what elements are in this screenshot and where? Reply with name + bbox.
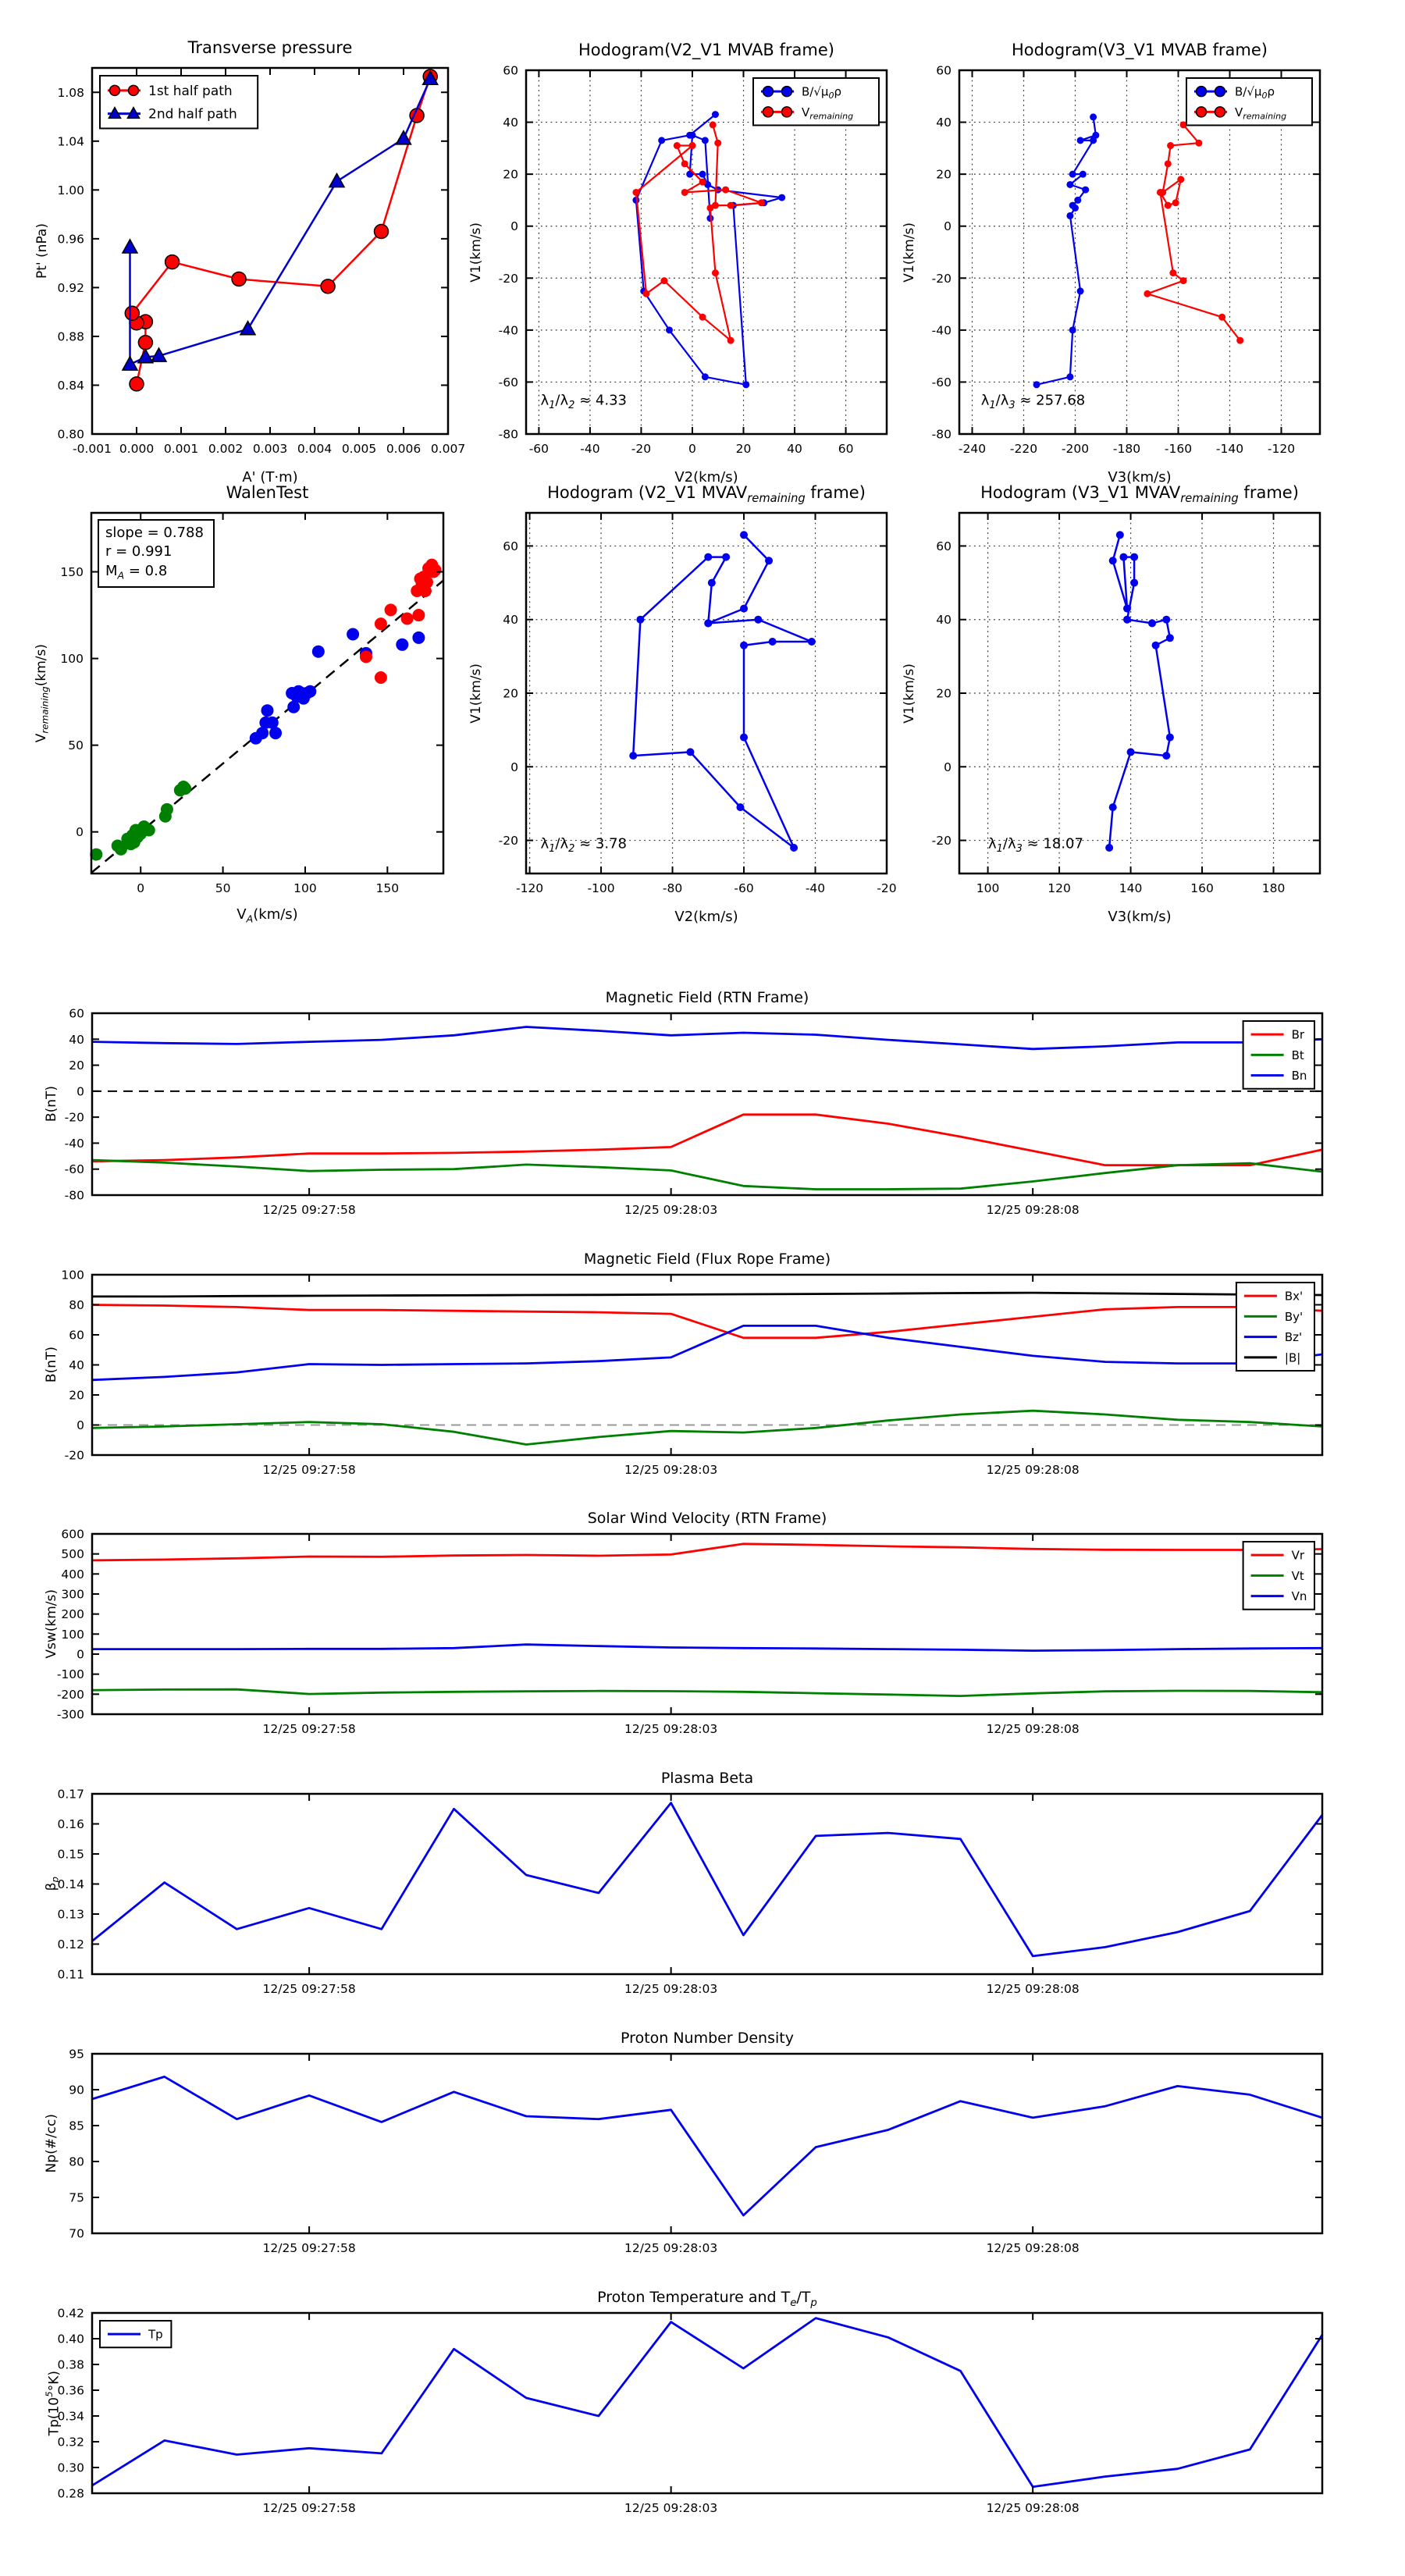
y-axis-label: B(nT) — [44, 1086, 59, 1123]
svg-text:60: 60 — [503, 63, 518, 78]
svg-text:200: 200 — [61, 1607, 84, 1622]
svg-text:0.12: 0.12 — [57, 1937, 84, 1952]
plot-canvas — [69, 2047, 1322, 2255]
svg-text:-140: -140 — [1215, 442, 1244, 456]
svg-text:0.36: 0.36 — [57, 2383, 84, 2398]
svg-text:50: 50 — [68, 738, 84, 753]
svg-text:150: 150 — [60, 565, 84, 580]
y-axis-label: V1(km/s) — [468, 222, 484, 283]
y-axis-label: Pt' (nPa) — [34, 223, 50, 279]
x-axis-label: V2(km/s) — [674, 909, 738, 925]
svg-text:-40: -40 — [498, 323, 518, 338]
svg-text:40: 40 — [69, 1358, 84, 1372]
svg-text:B/√μ0​ρ: $B/√\mu_0\rho$ — [1235, 84, 1275, 101]
svg-text:0.42: 0.42 — [57, 2306, 84, 2321]
panel-magnetic-field-rtn — [44, 989, 1322, 1217]
svg-text:0.000: 0.000 — [119, 442, 155, 456]
svg-text:0.84: 0.84 — [57, 378, 84, 393]
svg-text:-180: -180 — [1112, 442, 1141, 456]
svg-text:12/25 09:28:03: 12/25 09:28:03 — [624, 2241, 718, 2255]
svg-text:0: 0 — [944, 219, 951, 234]
svg-text:120: 120 — [1048, 881, 1071, 895]
svg-text:0: 0 — [510, 219, 518, 234]
y-axis-label: Vsw(km/s) — [44, 1589, 59, 1659]
svg-text:0.40: 0.40 — [57, 2332, 84, 2347]
panel-title: Proton Temperature and $T_e/T_p$ — [597, 2289, 817, 2309]
svg-text:100: 100 — [976, 881, 1000, 895]
svg-text:0: 0 — [76, 1647, 84, 1662]
svg-text:-120: -120 — [1267, 442, 1296, 456]
svg-text:0.13: 0.13 — [57, 1907, 84, 1922]
svg-text:95: 95 — [69, 2047, 84, 2062]
svg-text:-100: -100 — [587, 881, 615, 895]
svg-text:20: 20 — [69, 1388, 84, 1403]
panel-magnetic-field-fluxrope — [44, 1251, 1322, 1477]
y-axis-label: V1(km/s) — [902, 663, 917, 724]
svg-text:0.002: 0.002 — [208, 442, 244, 456]
svg-text:-60: -60 — [64, 1162, 84, 1177]
svg-text:-60: -60 — [931, 375, 951, 390]
svg-text:140: 140 — [1119, 881, 1143, 895]
y-axis-label: B(nT) — [44, 1347, 59, 1383]
svg-text:0.14: 0.14 — [57, 1877, 84, 1891]
svg-text:-20: -20 — [631, 442, 652, 456]
x-axis-label: V2(km/s) — [674, 469, 738, 486]
svg-text:Bx': Bx' — [1284, 1289, 1304, 1304]
svg-text:-200: -200 — [56, 1687, 84, 1702]
svg-text:0.006: 0.006 — [386, 442, 422, 456]
svg-text:40: 40 — [503, 613, 518, 628]
svg-text:100: 100 — [61, 1268, 84, 1283]
svg-text:Vremaining​: $V_{remaining}$ — [802, 105, 854, 122]
plot-canvas — [57, 68, 466, 456]
svg-text:-220: -220 — [1009, 442, 1038, 456]
svg-text:λ1​/λ3​ ≈ 18.07: $\lambda_1/\lambda_3 \approx 18.07$ — [987, 835, 1083, 855]
walen-slope: slope = 0.788 — [105, 525, 204, 541]
svg-text:-200: -200 — [1061, 442, 1090, 456]
y-axis-label: V1(km/s) — [468, 663, 484, 724]
svg-text:180: 180 — [1261, 881, 1286, 895]
svg-text:Vremaining​: $V_{remaining}$ — [1235, 105, 1287, 122]
y-axis-label: Np(#/cc) — [44, 2114, 59, 2173]
legend — [1236, 1283, 1314, 1371]
panel-hodogram-v3v1-mvav — [902, 483, 1320, 925]
y-axis-label: V1(km/s) — [902, 222, 917, 283]
svg-text:50: 50 — [215, 881, 231, 895]
svg-text:12/25 09:28:03: 12/25 09:28:03 — [624, 1982, 718, 1996]
svg-text:0.30: 0.30 — [57, 2460, 84, 2475]
panel-title: Solar Wind Velocity (RTN Frame) — [587, 1510, 827, 1527]
panel-title: Hodogram (V3_V1 $MVAV_{remaining}$ frame) — [980, 483, 1299, 506]
svg-text:-240: -240 — [958, 442, 987, 456]
svg-text:1.00: 1.00 — [57, 183, 84, 197]
x-axis-label: V3(km/s) — [1108, 469, 1172, 486]
svg-text:0.88: 0.88 — [57, 329, 84, 344]
svg-text:-160: -160 — [1164, 442, 1193, 456]
svg-text:0.004: 0.004 — [297, 442, 333, 456]
svg-text:Vn: Vn — [1291, 1589, 1307, 1604]
svg-text:12/25 09:27:58: 12/25 09:27:58 — [262, 1722, 356, 1736]
svg-text:0.38: 0.38 — [57, 2357, 84, 2372]
svg-text:40: 40 — [69, 1032, 84, 1047]
legend — [1243, 1542, 1314, 1610]
legend — [100, 76, 258, 129]
svg-text:Br: Br — [1291, 1027, 1305, 1042]
svg-text:0.007: 0.007 — [430, 442, 466, 456]
svg-text:0: 0 — [944, 760, 951, 774]
svg-text:-100: -100 — [56, 1667, 84, 1682]
svg-text:12/25 09:27:58: 12/25 09:27:58 — [262, 1982, 356, 1996]
svg-text:12/25 09:28:08: 12/25 09:28:08 — [986, 1982, 1080, 1996]
svg-text:0: 0 — [688, 442, 696, 456]
svg-text:12/25 09:28:08: 12/25 09:28:08 — [986, 1203, 1080, 1217]
svg-text:40: 40 — [936, 613, 951, 628]
svg-text:-120: -120 — [515, 881, 544, 895]
svg-text:-20: -20 — [931, 834, 951, 849]
svg-text:Vt: Vt — [1291, 1568, 1304, 1583]
svg-text:12/25 09:28:03: 12/25 09:28:03 — [624, 1722, 718, 1736]
svg-text:75: 75 — [69, 2190, 84, 2205]
svg-text:0.11: 0.11 — [57, 1967, 84, 1982]
svg-text:100: 100 — [293, 881, 317, 895]
svg-text:1.04: 1.04 — [57, 134, 84, 149]
svg-text:600: 600 — [61, 1527, 84, 1542]
svg-text:40: 40 — [936, 116, 951, 130]
svg-text:0.80: 0.80 — [57, 427, 84, 442]
svg-text:0: 0 — [76, 1084, 84, 1099]
svg-text:20: 20 — [936, 686, 951, 701]
legend — [1186, 78, 1312, 126]
svg-text:-300: -300 — [56, 1707, 84, 1722]
svg-text:-80: -80 — [931, 427, 951, 442]
panel-hodogram-v2v1-mvav — [468, 483, 897, 925]
svg-text:Bt: Bt — [1291, 1048, 1304, 1062]
svg-text:60: 60 — [69, 1328, 84, 1343]
svg-text:λ1​/λ3​ ≈ 257.68: $\lambda_1/\lambda_3 \approx 257.68$ — [980, 392, 1086, 412]
legend — [753, 78, 879, 126]
svg-text:-80: -80 — [662, 881, 683, 895]
svg-text:|B|: |B| — [1284, 1350, 1301, 1365]
svg-text:12/25 09:28:08: 12/25 09:28:08 — [986, 2241, 1080, 2255]
svg-text:1st half path: 1st half path — [148, 83, 233, 99]
svg-text:1.08: 1.08 — [57, 85, 84, 100]
svg-text:12/25 09:28:08: 12/25 09:28:08 — [986, 1722, 1080, 1736]
svg-text:20: 20 — [936, 167, 951, 182]
svg-text:0: 0 — [76, 1418, 84, 1432]
svg-text:-20: -20 — [64, 1448, 84, 1463]
svg-text:-20: -20 — [498, 271, 518, 286]
y-axis-label: $V_{remaining}(km/s)$ — [34, 643, 51, 743]
svg-text:Vr: Vr — [1291, 1548, 1305, 1563]
svg-text:40: 40 — [787, 442, 802, 456]
panel-title: Transverse pressure — [187, 38, 353, 57]
svg-text:160: 160 — [1190, 881, 1214, 895]
svg-text:0.34: 0.34 — [57, 2409, 84, 2424]
legend — [1243, 1021, 1314, 1089]
svg-text:-40: -40 — [931, 323, 951, 338]
svg-text:λ1​/λ2​ ≈ 3.78: $\lambda_1/\lambda_2 \approx 3.78$ — [540, 835, 628, 855]
svg-text:-20: -20 — [931, 271, 951, 286]
walen-ma: $M_A = 0.8$ — [105, 562, 168, 582]
panel-title: Hodogram(V2_V1 MVAB frame) — [578, 41, 834, 59]
svg-text:-40: -40 — [64, 1136, 84, 1151]
svg-text:0.001: 0.001 — [163, 442, 199, 456]
svg-text:Bz': Bz' — [1284, 1330, 1303, 1345]
panel-solar-wind-velocity — [44, 1510, 1322, 1736]
svg-text:12/25 09:28:08: 12/25 09:28:08 — [986, 2501, 1080, 2515]
svg-text:100: 100 — [60, 652, 84, 667]
svg-text:-20: -20 — [498, 834, 518, 849]
svg-text:λ1​/λ2​ ≈ 4.33: $\lambda_1/\lambda_2 \approx 4.33$ — [540, 392, 628, 412]
svg-text:12/25 09:28:03: 12/25 09:28:03 — [624, 2501, 718, 2515]
panel-hodogram-v2v1-mvab — [468, 41, 887, 486]
svg-text:2nd half path: 2nd half path — [148, 106, 237, 123]
svg-text:Bn: Bn — [1291, 1069, 1307, 1083]
panel-title: Hodogram(V3_V1 MVAB frame) — [1012, 41, 1268, 59]
svg-text:70: 70 — [69, 2226, 84, 2241]
svg-text:90: 90 — [69, 2083, 84, 2097]
svg-text:20: 20 — [503, 167, 518, 182]
panel-walen-test — [34, 483, 443, 925]
svg-text:0.96: 0.96 — [57, 232, 84, 247]
plot-canvas — [56, 1527, 1322, 1736]
svg-text:0.003: 0.003 — [252, 442, 288, 456]
x-axis-label: A' (T·m) — [242, 469, 298, 486]
svg-text:-20: -20 — [64, 1110, 84, 1125]
svg-text:12/25 09:28:08: 12/25 09:28:08 — [986, 1463, 1080, 1477]
svg-text:85: 85 — [69, 2119, 84, 2133]
svg-text:12/25 09:27:58: 12/25 09:27:58 — [262, 1463, 356, 1477]
panel-plasma-beta — [44, 1770, 1322, 1996]
svg-text:12/25 09:27:58: 12/25 09:27:58 — [262, 1203, 356, 1217]
svg-text:12/25 09:28:03: 12/25 09:28:03 — [624, 1203, 718, 1217]
svg-text:-60: -60 — [498, 375, 518, 390]
svg-text:By': By' — [1284, 1309, 1304, 1324]
svg-text:500: 500 — [61, 1547, 84, 1562]
svg-text:0: 0 — [510, 760, 518, 774]
plot-canvas — [931, 513, 1320, 895]
svg-text:12/25 09:27:58: 12/25 09:27:58 — [262, 2241, 356, 2255]
svg-text:60: 60 — [936, 539, 951, 553]
svg-text:60: 60 — [936, 63, 951, 78]
walen-r: r = 0.991 — [105, 543, 173, 560]
plot-canvas — [498, 513, 897, 895]
svg-text:0.28: 0.28 — [57, 2486, 84, 2501]
svg-text:-60: -60 — [528, 442, 550, 456]
y-axis-label: $\beta_p$ — [44, 1877, 61, 1891]
plot-canvas — [61, 1268, 1322, 1477]
svg-text:60: 60 — [69, 1006, 84, 1021]
plot-canvas — [64, 1006, 1322, 1217]
plot-canvas — [57, 1787, 1322, 1996]
plot-canvas — [498, 63, 887, 456]
svg-text:80: 80 — [69, 2154, 84, 2169]
y-axis-label: $Tp(10^5^\circ K)$ — [44, 2370, 62, 2436]
svg-text:20: 20 — [69, 1059, 84, 1073]
plot-canvas — [57, 2306, 1322, 2515]
svg-text:0.15: 0.15 — [57, 1847, 84, 1862]
svg-text:100: 100 — [61, 1627, 84, 1642]
svg-text:0.92: 0.92 — [57, 280, 84, 295]
svg-text:60: 60 — [838, 442, 854, 456]
svg-text:0: 0 — [137, 881, 145, 895]
plot-canvas — [931, 63, 1320, 456]
x-axis-label: V3(km/s) — [1108, 909, 1172, 925]
svg-text:0.005: 0.005 — [341, 442, 377, 456]
panel-title: Hodogram (V2_V1 $MVAV_{remaining}$ frame) — [547, 483, 866, 506]
svg-text:300: 300 — [61, 1587, 84, 1602]
panel-title: Magnetic Field (Flux Rope Frame) — [583, 1251, 831, 1268]
svg-text:B/√μ0​ρ: $B/√\mu_0\rho$ — [802, 84, 841, 101]
svg-text:80: 80 — [69, 1298, 84, 1312]
svg-text:12/25 09:27:58: 12/25 09:27:58 — [262, 2501, 356, 2515]
panel-title: WalenTest — [226, 483, 309, 502]
svg-text:-40: -40 — [805, 881, 826, 895]
walen-stats-box — [98, 519, 215, 588]
svg-text:-80: -80 — [64, 1188, 84, 1203]
panel-title: Magnetic Field (RTN Frame) — [605, 989, 809, 1006]
svg-text:-0.001: -0.001 — [73, 442, 112, 456]
svg-text:150: 150 — [375, 881, 400, 895]
svg-text:-40: -40 — [580, 442, 600, 456]
svg-text:-60: -60 — [734, 881, 754, 895]
panel-hodogram-v3v1-mvab — [902, 41, 1320, 486]
svg-text:0.32: 0.32 — [57, 2435, 84, 2450]
svg-text:20: 20 — [735, 442, 752, 456]
panel-transverse-pressure — [34, 38, 466, 486]
svg-text:0: 0 — [76, 825, 84, 840]
svg-text:40: 40 — [503, 116, 518, 130]
svg-text:0.17: 0.17 — [57, 1787, 84, 1802]
x-axis-label: $V_A(km/s)$ — [237, 906, 298, 925]
panel-title: Plasma Beta — [660, 1770, 754, 1787]
svg-text:-80: -80 — [498, 427, 518, 442]
svg-text:Tp: Tp — [148, 2327, 163, 2342]
legend — [100, 2321, 171, 2347]
panel-proton-temperature — [44, 2289, 1322, 2515]
svg-text:400: 400 — [61, 1567, 84, 1582]
svg-text:60: 60 — [503, 539, 518, 553]
svg-text:0.16: 0.16 — [57, 1817, 84, 1831]
svg-text:-20: -20 — [877, 881, 897, 895]
panel-proton-density — [44, 2030, 1322, 2255]
svg-text:20: 20 — [503, 686, 518, 701]
panel-title: Proton Number Density — [621, 2030, 794, 2047]
svg-text:12/25 09:28:03: 12/25 09:28:03 — [624, 1463, 718, 1477]
